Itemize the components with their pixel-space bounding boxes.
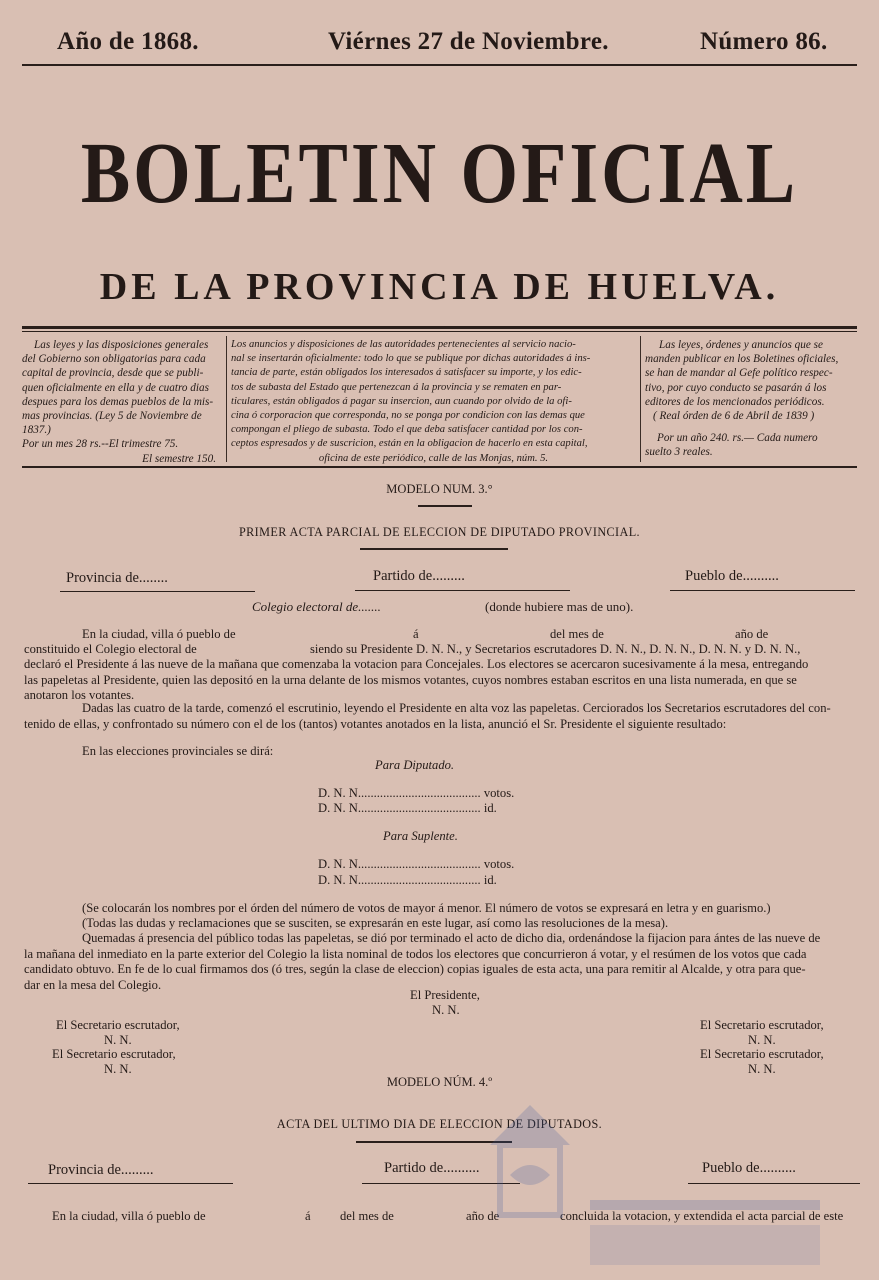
notice-line: manden publicar en los Boletines oficiales, xyxy=(645,353,839,366)
masthead-subtitle: DE LA PROVINCIA DE HUELVA. xyxy=(99,266,780,308)
notice-line: tancia de parte, están obligados los interesados á satisfacer su importe, y los edic- xyxy=(231,367,582,379)
archive-watermark-icon xyxy=(470,1085,830,1275)
model4-act-title: ACTA DEL ULTIMO DIA DE ELECCION DE DIPUTADOS. xyxy=(276,1117,603,1131)
notice-line: Por un año 240. rs.— Cada numero xyxy=(657,432,818,445)
president-name: N. N. xyxy=(432,1003,460,1017)
notice-line: editores de los mencionados periódicos. xyxy=(645,395,825,408)
model3-partido: Partido de......... xyxy=(373,568,465,584)
president-label: El Presidente, xyxy=(410,988,480,1002)
underline xyxy=(28,1183,233,1184)
masthead-rule-top xyxy=(22,326,857,329)
notice-line: Las leyes y las disposiciones generales xyxy=(34,339,209,351)
model3-colegio: Colegio electoral de....... xyxy=(252,599,381,614)
model3-p1-e: constituido el Colegio electoral de xyxy=(24,642,197,656)
notice-line: nal se insertarán oficialmente: todo lo que se publique por dichas autoridades á ins- xyxy=(231,353,591,365)
model3-colegio-note: (donde hubiere mas de uno). xyxy=(485,599,634,614)
secretary-label: El Secretario escrutador, xyxy=(56,1018,180,1032)
model3-p1-f: siendo su Presidente D. N. N., y Secretarios escrutadores D. N. N., D. N. N., D. N. N. y D. N. N., xyxy=(310,642,801,656)
notice-line: oficina de este periódico, calle de las Monjas, núm. 5. xyxy=(318,452,549,464)
model4-partido: Partido de.......... xyxy=(384,1160,480,1176)
text-line: la mañana del inmediato en la parte exterior del Colegio la lista nominal de todos los electores que concurrieron á votar, y el resúmen de los votos que cada xyxy=(24,946,807,961)
model3-p1-b: á xyxy=(413,627,419,641)
notice-line: tos de subasta del Estado que pertenezcan á la provincia y se rematen en par- xyxy=(231,381,562,393)
text-line: las papeletas al Presidente, quien las depositó en la urna delante de los mismos votantes, cuyos nombres estaban escritos en una lista numerada, en que se xyxy=(24,672,797,687)
secretary-name: N. N. xyxy=(104,1033,132,1047)
model4-line-e: concluida la votacion, y extendida el acta parcial de este xyxy=(560,1209,844,1223)
secretary-name: N. N. xyxy=(748,1033,776,1047)
model3-p1-rest xyxy=(24,657,856,704)
model4-provincia: Provincia de......... xyxy=(48,1162,154,1178)
notice-center xyxy=(231,338,636,466)
issue-year: Año de 1868. xyxy=(57,28,199,55)
model3-note: (Todas las dudas y reclamaciones que se susciten, se expresarán en este lugar, así como las resoluciones de la mesa). xyxy=(82,916,669,930)
model3-provincia: Provincia de........ xyxy=(66,570,168,586)
notice-line: quen oficialmente en ella y de cuatro dias xyxy=(22,381,209,394)
model4-line-a: En la ciudad, villa ó pueblo de xyxy=(52,1209,206,1223)
notice-line: despues para los demas pueblos de la mis- xyxy=(22,395,214,408)
model3-p1-a: En la ciudad, villa ó pueblo de xyxy=(82,627,236,641)
model3-p1-c: del mes de xyxy=(550,627,604,641)
model3-pueblo: Pueblo de.......... xyxy=(685,568,779,584)
model4-heading: MODELO NÚM. 4.º xyxy=(386,1075,493,1089)
notice-line: cina ó corporacion que corresponda, no se ponga por condicion con las demas que xyxy=(231,410,585,422)
ornament xyxy=(360,548,508,550)
notices-rule xyxy=(22,466,857,468)
suplente-line: D. N. N....................................... votos. xyxy=(318,857,515,871)
diputado-line: D. N. N....................................... votos. xyxy=(318,786,515,800)
notice-line: tivo, por cuyo conducto se pasarán á los xyxy=(645,381,827,394)
notice-line: se han de mandar al Gefe político respec- xyxy=(645,367,833,380)
issue-number: Número 86. xyxy=(700,28,828,55)
underline xyxy=(355,590,570,591)
notice-line: Los anuncios y disposiciones de las autoridades pertenecientes al servicio nacio- xyxy=(231,339,576,350)
notice-line: compongan el pliego de subasta. Todo el que deba satisfacer cantidad por los con- xyxy=(231,424,583,436)
column-divider xyxy=(226,336,227,462)
notice-line: 1837.) xyxy=(22,424,51,437)
model4-line-b: á xyxy=(305,1209,311,1223)
model3-p1-d: año de xyxy=(735,627,769,641)
model3-para-diputado: Para Diputado. xyxy=(375,758,455,772)
notice-line: ( Real órden de 6 de Abril de 1839 ) xyxy=(653,410,815,423)
notice-left xyxy=(22,338,222,466)
notice-right xyxy=(645,338,855,460)
issue-date: Viérnes 27 de Noviembre. xyxy=(328,28,609,55)
ornament xyxy=(418,505,472,507)
notice-line: suelto 3 reales. xyxy=(645,446,713,459)
secretary-label: El Secretario escrutador, xyxy=(700,1047,824,1061)
model3-para-suplente: Para Suplente. xyxy=(383,829,458,843)
model4-line-d: año de xyxy=(466,1209,500,1223)
notice-line: El semestre 150. xyxy=(142,452,216,465)
notice-line: ticulares, están obligados á pagar su insercion, aun cuando por olvido de la ofi- xyxy=(231,395,572,407)
model3-p2 xyxy=(24,701,856,732)
underline xyxy=(60,591,255,592)
text-line: declaró el Presidente á las nueve de la mañana que comenzaba la votacion para Concejales. Los electores se acercaron sucesivamente á la mesa, entregando xyxy=(24,657,809,671)
notice-line: Las leyes, órdenes y anuncios que se xyxy=(659,339,823,351)
header-rule xyxy=(22,64,857,66)
notice-line: ceptos espresados y de suscricion, están en la obligacion de hacerlo en esta capital, xyxy=(231,438,588,450)
underline xyxy=(670,590,855,591)
notice-line: del Gobierno son obligatorias para cada xyxy=(22,353,206,366)
secretary-label: El Secretario escrutador, xyxy=(52,1047,176,1061)
model3-note: (Se colocarán los nombres por el órden del número de votos de mayor á menor. El número de votos se expresará en letra y en guarismo.) xyxy=(82,901,771,915)
secretary-name: N. N. xyxy=(748,1062,776,1076)
text-line: anotaron los votantes. xyxy=(24,688,135,703)
notice-line: mas provincias. (Ley 5 de Noviembre de xyxy=(22,410,202,423)
model4-pueblo: Pueblo de.......... xyxy=(702,1160,796,1176)
masthead-rule-thin xyxy=(22,331,857,332)
model3-act-title: PRIMER ACTA PARCIAL DE ELECCION DE DIPUTADO PROVINCIAL. xyxy=(238,525,641,539)
text-line: Dadas las cuatro de la tarde, comenzó el escrutinio, leyendo el Presidente en alta voz las papeletas. Cerciorados los Secretarios escrutadores del con- xyxy=(82,701,831,715)
text-line: tenido de ellas, y confrontado su número con el de los (tantos) votantes anotados en la lista, anunció el Sr. Presidente el siguiente resultado: xyxy=(24,716,727,731)
model3-p3 xyxy=(24,931,856,993)
model4-line-c: del mes de xyxy=(340,1209,394,1223)
secretary-label: El Secretario escrutador, xyxy=(700,1018,824,1032)
masthead-title: BOLETIN OFICIAL xyxy=(80,125,799,223)
model3-elections-intro: En las elecciones provinciales se dirá: xyxy=(82,744,274,758)
suplente-line: D. N. N....................................... id. xyxy=(318,873,497,887)
text-line: dar en la mesa del Colegio. xyxy=(24,977,162,992)
notice-line: capital de provincia, desde que se publi- xyxy=(22,367,204,380)
text-line: Quemadas á presencia del público todas las papeletas, se dió por terminado el acto de dicho dia, ordenándose la fijacion para ántes de las nueve de xyxy=(82,931,821,945)
model3-heading: MODELO NUM. 3.° xyxy=(386,482,493,496)
diputado-line: D. N. N....................................... id. xyxy=(318,801,497,815)
text-line: candidato obtuvo. En fe de lo cual firmamos dos (ó tres, según la clase de eleccion) copias iguales de esta acta, una para remitir al Alcalde, y otra para que- xyxy=(24,962,806,977)
secretary-name: N. N. xyxy=(104,1062,132,1076)
notice-line: Por un mes 28 rs.--El trimestre 75. xyxy=(22,438,179,451)
column-divider xyxy=(640,336,641,462)
